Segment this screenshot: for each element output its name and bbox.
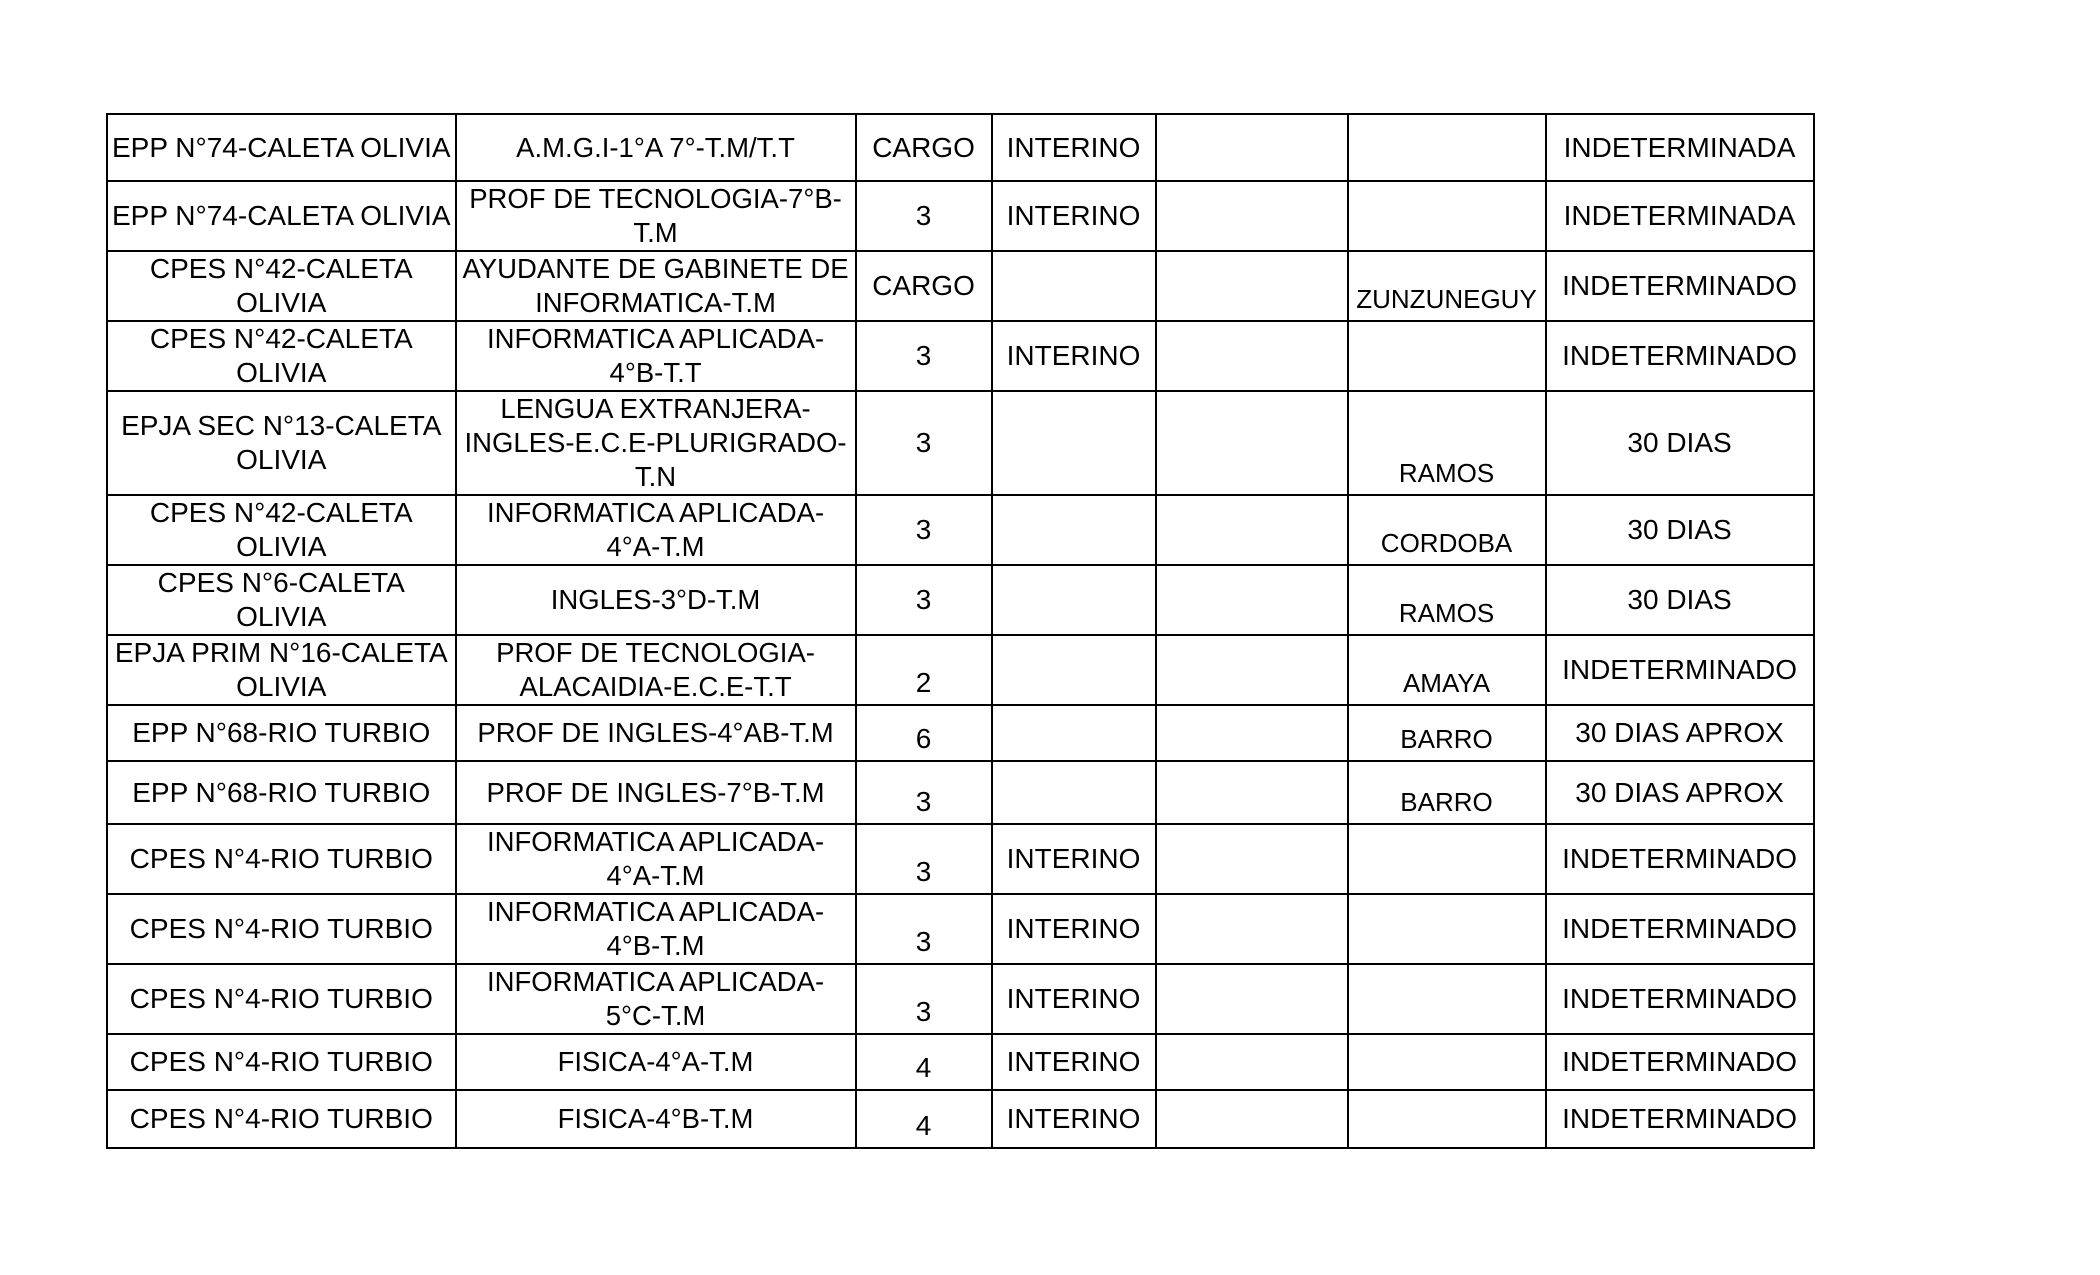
teacher-cell: [1348, 321, 1546, 391]
teacher-cell: [1348, 894, 1546, 964]
status-cell: [992, 635, 1156, 705]
hours-cell: 6: [856, 705, 992, 761]
duration-cell: INDETERMINADA: [1546, 114, 1814, 181]
school-cell: CPES N°42-CALETA OLIVIA: [107, 495, 456, 565]
school-cell: EPP N°68-RIO TURBIO: [107, 761, 456, 824]
subject-cell: PROF DE INGLES-4°AB-T.M: [456, 705, 856, 761]
extra-cell: [1156, 321, 1348, 391]
duration-cell: INDETERMINADO: [1546, 1090, 1814, 1148]
status-cell: [992, 251, 1156, 321]
teacher-cell: [1348, 964, 1546, 1034]
table-row: [107, 251, 1814, 321]
school-cell: EPP N°68-RIO TURBIO: [107, 705, 456, 761]
duration-cell: INDETERMINADO: [1546, 635, 1814, 705]
status-cell: INTERINO: [992, 114, 1156, 181]
extra-cell: [1156, 114, 1348, 181]
status-cell: INTERINO: [992, 964, 1156, 1034]
hours-cell: 3: [856, 391, 992, 495]
table-row: [107, 705, 1814, 761]
status-cell: [992, 565, 1156, 635]
teacher-cell: [1348, 1034, 1546, 1090]
duration-cell: 30 DIAS APROX: [1546, 761, 1814, 824]
status-cell: INTERINO: [992, 894, 1156, 964]
hours-cell: 4: [856, 1034, 992, 1090]
school-cell: CPES N°4-RIO TURBIO: [107, 894, 456, 964]
status-cell: INTERINO: [992, 824, 1156, 894]
table-row: [107, 964, 1814, 1034]
extra-cell: [1156, 495, 1348, 565]
school-cell: CPES N°42-CALETA OLIVIA: [107, 251, 456, 321]
subject-cell: FISICA-4°A-T.M: [456, 1034, 856, 1090]
subject-cell: INFORMATICA APLICADA-4°A-T.M: [456, 495, 856, 565]
table-row: [107, 495, 1814, 565]
school-cell: EPJA PRIM N°16-CALETA OLIVIA: [107, 635, 456, 705]
teacher-cell: RAMOS: [1348, 391, 1546, 495]
extra-cell: [1156, 761, 1348, 824]
table-row: [107, 565, 1814, 635]
teacher-cell: ZUNZUNEGUY: [1348, 251, 1546, 321]
hours-cell: 3: [856, 181, 992, 251]
hours-cell: 2: [856, 635, 992, 705]
teacher-cell: BARRO: [1348, 761, 1546, 824]
extra-cell: [1156, 391, 1348, 495]
duration-cell: 30 DIAS: [1546, 391, 1814, 495]
extra-cell: [1156, 894, 1348, 964]
subject-cell: PROF DE TECNOLOGIA-7°B-T.M: [456, 181, 856, 251]
hours-cell: 3: [856, 495, 992, 565]
status-cell: INTERINO: [992, 181, 1156, 251]
status-cell: INTERINO: [992, 321, 1156, 391]
extra-cell: [1156, 181, 1348, 251]
teacher-cell: RAMOS: [1348, 565, 1546, 635]
hours-cell: CARGO: [856, 251, 992, 321]
subject-cell: LENGUA EXTRANJERA-INGLES-E.C.E-PLURIGRADO-T.N: [456, 391, 856, 495]
hours-cell: 4: [856, 1090, 992, 1148]
teacher-cell: CORDOBA: [1348, 495, 1546, 565]
extra-cell: [1156, 1034, 1348, 1090]
teacher-cell: [1348, 181, 1546, 251]
duration-cell: 30 DIAS APROX: [1546, 705, 1814, 761]
teacher-cell: AMAYA: [1348, 635, 1546, 705]
school-cell: EPJA SEC N°13-CALETA OLIVIA: [107, 391, 456, 495]
subject-cell: INFORMATICA APLICADA-4°A-T.M: [456, 824, 856, 894]
status-cell: [992, 495, 1156, 565]
school-cell: CPES N°6-CALETA OLIVIA: [107, 565, 456, 635]
school-cell: CPES N°4-RIO TURBIO: [107, 964, 456, 1034]
duration-cell: 30 DIAS: [1546, 495, 1814, 565]
table-row: [107, 1034, 1814, 1090]
school-cell: CPES N°42-CALETA OLIVIA: [107, 321, 456, 391]
teacher-cell: [1348, 114, 1546, 181]
hours-cell: 3: [856, 964, 992, 1034]
school-cell: EPP N°74-CALETA OLIVIA: [107, 114, 456, 181]
teacher-cell: [1348, 824, 1546, 894]
table-row: [107, 181, 1814, 251]
duration-cell: INDETERMINADO: [1546, 824, 1814, 894]
table-row: [107, 391, 1814, 495]
duration-cell: INDETERMINADO: [1546, 251, 1814, 321]
subject-cell: FISICA-4°B-T.M: [456, 1090, 856, 1148]
subject-cell: INFORMATICA APLICADA-4°B-T.M: [456, 894, 856, 964]
duration-cell: INDETERMINADO: [1546, 321, 1814, 391]
hours-cell: CARGO: [856, 114, 992, 181]
hours-cell: 3: [856, 894, 992, 964]
school-cell: EPP N°74-CALETA OLIVIA: [107, 181, 456, 251]
table-row: [107, 114, 1814, 181]
subject-cell: INFORMATICA APLICADA-5°C-T.M: [456, 964, 856, 1034]
teacher-cell: [1348, 1090, 1546, 1148]
extra-cell: [1156, 251, 1348, 321]
teacher-cell: BARRO: [1348, 705, 1546, 761]
extra-cell: [1156, 705, 1348, 761]
duration-cell: 30 DIAS: [1546, 565, 1814, 635]
status-cell: [992, 705, 1156, 761]
table-row: [107, 635, 1814, 705]
extra-cell: [1156, 635, 1348, 705]
status-cell: [992, 761, 1156, 824]
duration-cell: INDETERMINADO: [1546, 964, 1814, 1034]
table-row: [107, 1090, 1814, 1148]
hours-cell: 3: [856, 321, 992, 391]
subject-cell: PROF DE INGLES-7°B-T.M: [456, 761, 856, 824]
school-cell: CPES N°4-RIO TURBIO: [107, 824, 456, 894]
duration-cell: INDETERMINADO: [1546, 894, 1814, 964]
extra-cell: [1156, 565, 1348, 635]
subject-cell: AYUDANTE DE GABINETE DE INFORMATICA-T.M: [456, 251, 856, 321]
table-row: [107, 894, 1814, 964]
status-cell: INTERINO: [992, 1034, 1156, 1090]
table-row: [107, 761, 1814, 824]
subject-cell: INGLES-3°D-T.M: [456, 565, 856, 635]
subject-cell: A.M.G.I-1°A 7°-T.M/T.T: [456, 114, 856, 181]
extra-cell: [1156, 964, 1348, 1034]
extra-cell: [1156, 1090, 1348, 1148]
hours-cell: 3: [856, 824, 992, 894]
hours-cell: 3: [856, 761, 992, 824]
status-cell: [992, 391, 1156, 495]
duration-cell: INDETERMINADA: [1546, 181, 1814, 251]
subject-cell: PROF DE TECNOLOGIA-ALACAIDIA-E.C.E-T.T: [456, 635, 856, 705]
hours-cell: 3: [856, 565, 992, 635]
status-cell: INTERINO: [992, 1090, 1156, 1148]
vacancies-table: [106, 113, 1815, 1149]
duration-cell: INDETERMINADO: [1546, 1034, 1814, 1090]
extra-cell: [1156, 824, 1348, 894]
subject-cell: INFORMATICA APLICADA-4°B-T.T: [456, 321, 856, 391]
school-cell: CPES N°4-RIO TURBIO: [107, 1090, 456, 1148]
school-cell: CPES N°4-RIO TURBIO: [107, 1034, 456, 1090]
table-row: [107, 321, 1814, 391]
table-row: [107, 824, 1814, 894]
